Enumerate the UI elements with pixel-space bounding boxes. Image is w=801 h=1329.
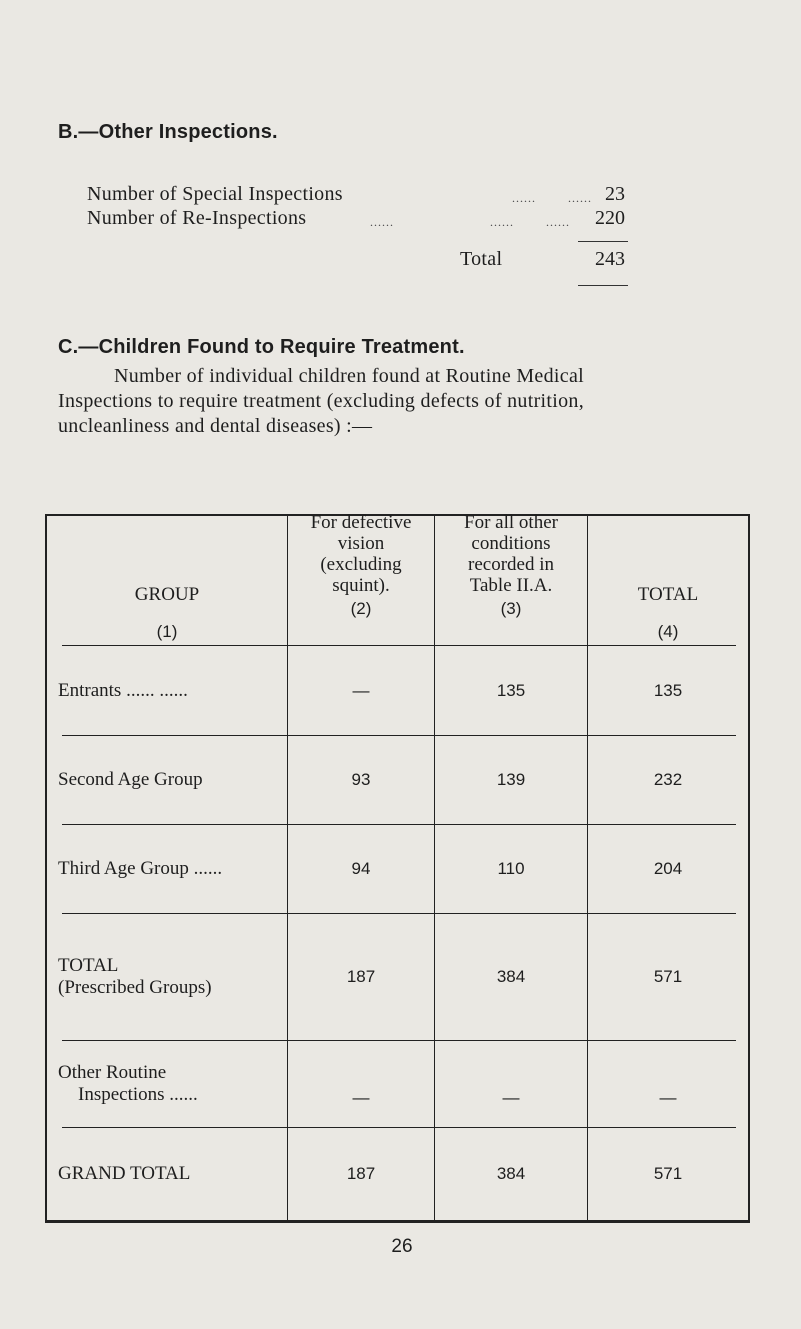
group-label: (Prescribed Groups): [58, 977, 212, 998]
paragraph-line: Number of individual children found at Routine Medical: [114, 365, 584, 387]
header-text: TOTAL: [637, 584, 699, 605]
header-text: GROUP: [134, 584, 200, 605]
table-cell: —: [502, 1088, 520, 1107]
table-bottom-border: [45, 1220, 750, 1223]
header-text: For all other: [464, 512, 558, 533]
special-inspections-label: Number of Special Inspections: [87, 183, 343, 205]
table-row-group: [58, 825, 287, 913]
section-b-heading: B.—Other Inspections.: [58, 121, 278, 143]
header-text: recorded in: [468, 554, 554, 575]
table-cell: 204: [653, 859, 683, 878]
header-group: [47, 520, 287, 642]
table-cell: 187: [346, 967, 376, 986]
header-text: squint).: [332, 575, 390, 596]
header-defective-vision: [288, 512, 434, 642]
table-row-group: [58, 914, 287, 1040]
group-label: Entrants ...... ......: [58, 679, 188, 701]
table-cell: —: [352, 1088, 370, 1107]
table-row-group: [58, 1041, 287, 1127]
header-total: [588, 520, 748, 642]
column-number: (3): [500, 599, 522, 618]
leader-dots: ...... ......: [512, 191, 592, 205]
header-text: conditions: [471, 533, 551, 554]
paragraph-line: Inspections to require treatment (excluding defects of nutrition,: [58, 390, 585, 412]
header-text: vision: [337, 533, 385, 554]
table-row-group: [58, 1128, 287, 1220]
column-number: (4): [657, 622, 679, 641]
header-other-conditions: [435, 512, 587, 642]
re-inspections-label: Number of Re-Inspections: [87, 207, 307, 229]
table-cell: 93: [351, 770, 371, 789]
table-right-border: [748, 514, 750, 1223]
table-cell: 384: [496, 967, 526, 986]
table-cell: 232: [653, 770, 683, 789]
header-text: For defective: [310, 512, 412, 533]
column-number: (1): [156, 622, 178, 641]
table-cell: 110: [497, 859, 525, 878]
leader-dots: ...... ...... ......: [370, 215, 570, 229]
header-text: (excluding: [320, 554, 402, 575]
table-cell: 135: [496, 680, 526, 700]
special-inspections-value: 23: [605, 183, 625, 205]
group-label: Second Age Group: [58, 769, 203, 790]
section-c-heading: C.—Children Found to Require Treatment.: [58, 336, 465, 358]
paragraph-line: uncleanliness and dental diseases) :—: [58, 415, 373, 437]
header-text: Table II.A.: [469, 575, 553, 596]
total-label: Total: [460, 248, 503, 270]
table-cell: 139: [496, 770, 526, 789]
table-cell: 94: [351, 859, 371, 878]
sum-rule: [578, 241, 628, 242]
table-cell: 384: [496, 1164, 526, 1183]
table-cell: 187: [346, 1164, 376, 1183]
table-cell: 571: [653, 967, 683, 986]
table-cell: 571: [653, 1164, 683, 1183]
table-cell: —: [659, 1088, 677, 1107]
page-number: 26: [391, 1236, 413, 1257]
section-c-paragraph: [58, 364, 748, 439]
re-inspections-value: 220: [595, 207, 625, 229]
total-rule: [578, 285, 628, 286]
group-label: Other Routine: [58, 1062, 167, 1083]
table-row-group: [58, 646, 287, 735]
column-number: (2): [350, 599, 372, 618]
table-row-group: [58, 736, 287, 824]
group-label: Third Age Group ......: [58, 858, 223, 879]
table-cell: 135: [653, 680, 683, 700]
group-label: GRAND TOTAL: [58, 1163, 191, 1184]
group-label: TOTAL: [58, 955, 119, 976]
table-cell: —: [352, 680, 370, 700]
total-value: 243: [595, 248, 625, 270]
group-label: Inspections ......: [78, 1084, 198, 1105]
